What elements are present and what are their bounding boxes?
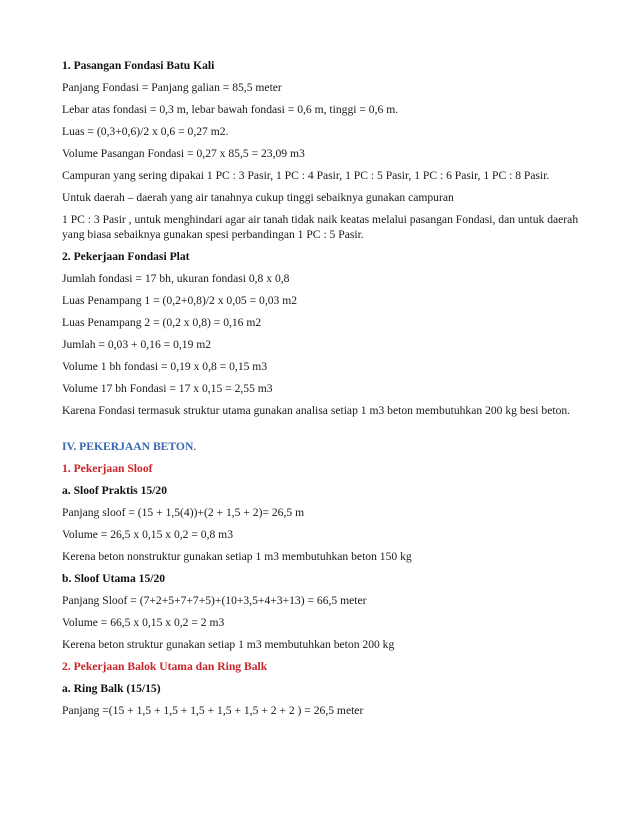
spacer bbox=[62, 425, 582, 439]
section-heading bbox=[62, 483, 582, 499]
block-text: b. Sloof Utama 15/20 bbox=[62, 572, 166, 586]
subsection-heading bbox=[62, 659, 582, 675]
block-text: 2. Pekerjaan Fondasi Plat bbox=[62, 250, 190, 264]
paragraph bbox=[62, 505, 582, 521]
block-text: Luas Penampang 1 = (0,2+0,8)/2 x 0,05 = 0,03 m2 bbox=[62, 294, 298, 308]
paragraph bbox=[62, 146, 582, 162]
paragraph bbox=[62, 168, 582, 184]
block-text: Campuran yang sering dipakai 1 PC : 3 Pasir, 1 PC : 4 Pasir, 1 PC : 5 Pasir, 1 PC : 6 Pasir, 1 PC : 8 Pasir. bbox=[62, 168, 550, 182]
paragraph bbox=[62, 615, 582, 631]
block-text: a. Sloof Praktis 15/20 bbox=[62, 484, 167, 498]
section-heading bbox=[62, 58, 582, 74]
document-page bbox=[62, 58, 582, 725]
block-text: Volume = 66,5 x 0,15 x 0,2 = 2 m3 bbox=[62, 616, 225, 630]
block-text: 1. Pekerjaan Sloof bbox=[62, 462, 153, 476]
block-text: 1. Pasangan Fondasi Batu Kali bbox=[62, 59, 215, 72]
paragraph bbox=[62, 102, 582, 118]
paragraph bbox=[62, 549, 582, 565]
chapter-heading bbox=[62, 439, 582, 455]
paragraph bbox=[62, 80, 582, 96]
paragraph bbox=[62, 124, 582, 140]
paragraph bbox=[62, 359, 582, 375]
paragraph bbox=[62, 703, 582, 719]
paragraph bbox=[62, 271, 582, 287]
block-text: Lebar atas fondasi = 0,3 m, lebar bawah fondasi = 0,6 m, tinggi = 0,6 m. bbox=[62, 102, 399, 116]
paragraph bbox=[62, 212, 582, 243]
paragraph bbox=[62, 593, 582, 609]
subsection-heading bbox=[62, 461, 582, 477]
paragraph bbox=[62, 637, 582, 653]
paragraph bbox=[62, 403, 582, 419]
block-text: Kerena beton nonstruktur gunakan setiap 1 m3 membutuhkan beton 150 kg bbox=[62, 550, 412, 564]
block-text: 2. Pekerjaan Balok Utama dan Ring Balk bbox=[62, 660, 268, 674]
block-text: Panjang Fondasi = Panjang galian = 85,5 meter bbox=[62, 80, 282, 94]
block-text: Panjang sloof = (15 + 1,5(4))+(2 + 1,5 + 2)= 26,5 m bbox=[62, 506, 305, 520]
paragraph bbox=[62, 337, 582, 353]
section-heading bbox=[62, 571, 582, 587]
section-heading bbox=[62, 681, 582, 697]
paragraph bbox=[62, 381, 582, 397]
block-text: Panjang =(15 + 1,5 + 1,5 + 1,5 + 1,5 + 1,5 + 2 + 2 ) = 26,5 meter bbox=[62, 704, 364, 718]
block-text: Untuk daerah – daerah yang air tanahnya cukup tinggi sebaiknya gunakan campuran bbox=[62, 190, 454, 204]
block-text: Luas = (0,3+0,6)/2 x 0,6 = 0,27 m2. bbox=[62, 124, 229, 138]
block-text: Karena Fondasi termasuk struktur utama gunakan analisa setiap 1 m3 beton membutuhkan 200 kg besi beton. bbox=[62, 404, 571, 418]
block-text: a. Ring Balk (15/15) bbox=[62, 682, 161, 696]
block-text: Kerena beton struktur gunakan setiap 1 m3 membutuhkan beton 200 kg bbox=[62, 638, 395, 652]
block-text: 1 PC : 3 Pasir , untuk menghindari agar air tanah tidak naik keatas melalui pasangan Fondasi, dan untuk daerah yang biasa sebaiknya gunakan spesi perbandingan 1 PC : 5 Pasir. bbox=[62, 212, 579, 242]
heading-suffix: . bbox=[193, 440, 197, 454]
block-text: Volume = 26,5 x 0,15 x 0,2 = 0,8 m3 bbox=[62, 528, 233, 542]
block-text: Panjang Sloof = (7+2+5+7+7+5)+(10+3,5+4+3+13) = 66,5 meter bbox=[62, 594, 367, 608]
block-text: Jumlah fondasi = 17 bh, ukuran fondasi 0,8 x 0,8 bbox=[62, 272, 290, 286]
block-text: Luas Penampang 2 = (0,2 x 0,8) = 0,16 m2 bbox=[62, 316, 262, 330]
block-text: Jumlah = 0,03 + 0,16 = 0,19 m2 bbox=[62, 338, 212, 352]
paragraph bbox=[62, 190, 582, 206]
paragraph bbox=[62, 293, 582, 309]
block-text: Volume 1 bh fondasi = 0,19 x 0,8 = 0,15 m3 bbox=[62, 360, 268, 374]
block-text: IV. PEKERJAAN BETON bbox=[62, 440, 194, 454]
block-text: Volume Pasangan Fondasi = 0,27 x 85,5 = 23,09 m3 bbox=[62, 146, 305, 160]
block-text: Volume 17 bh Fondasi = 17 x 0,15 = 2,55 m3 bbox=[62, 382, 273, 396]
paragraph bbox=[62, 527, 582, 543]
section-heading bbox=[62, 249, 582, 265]
paragraph bbox=[62, 315, 582, 331]
